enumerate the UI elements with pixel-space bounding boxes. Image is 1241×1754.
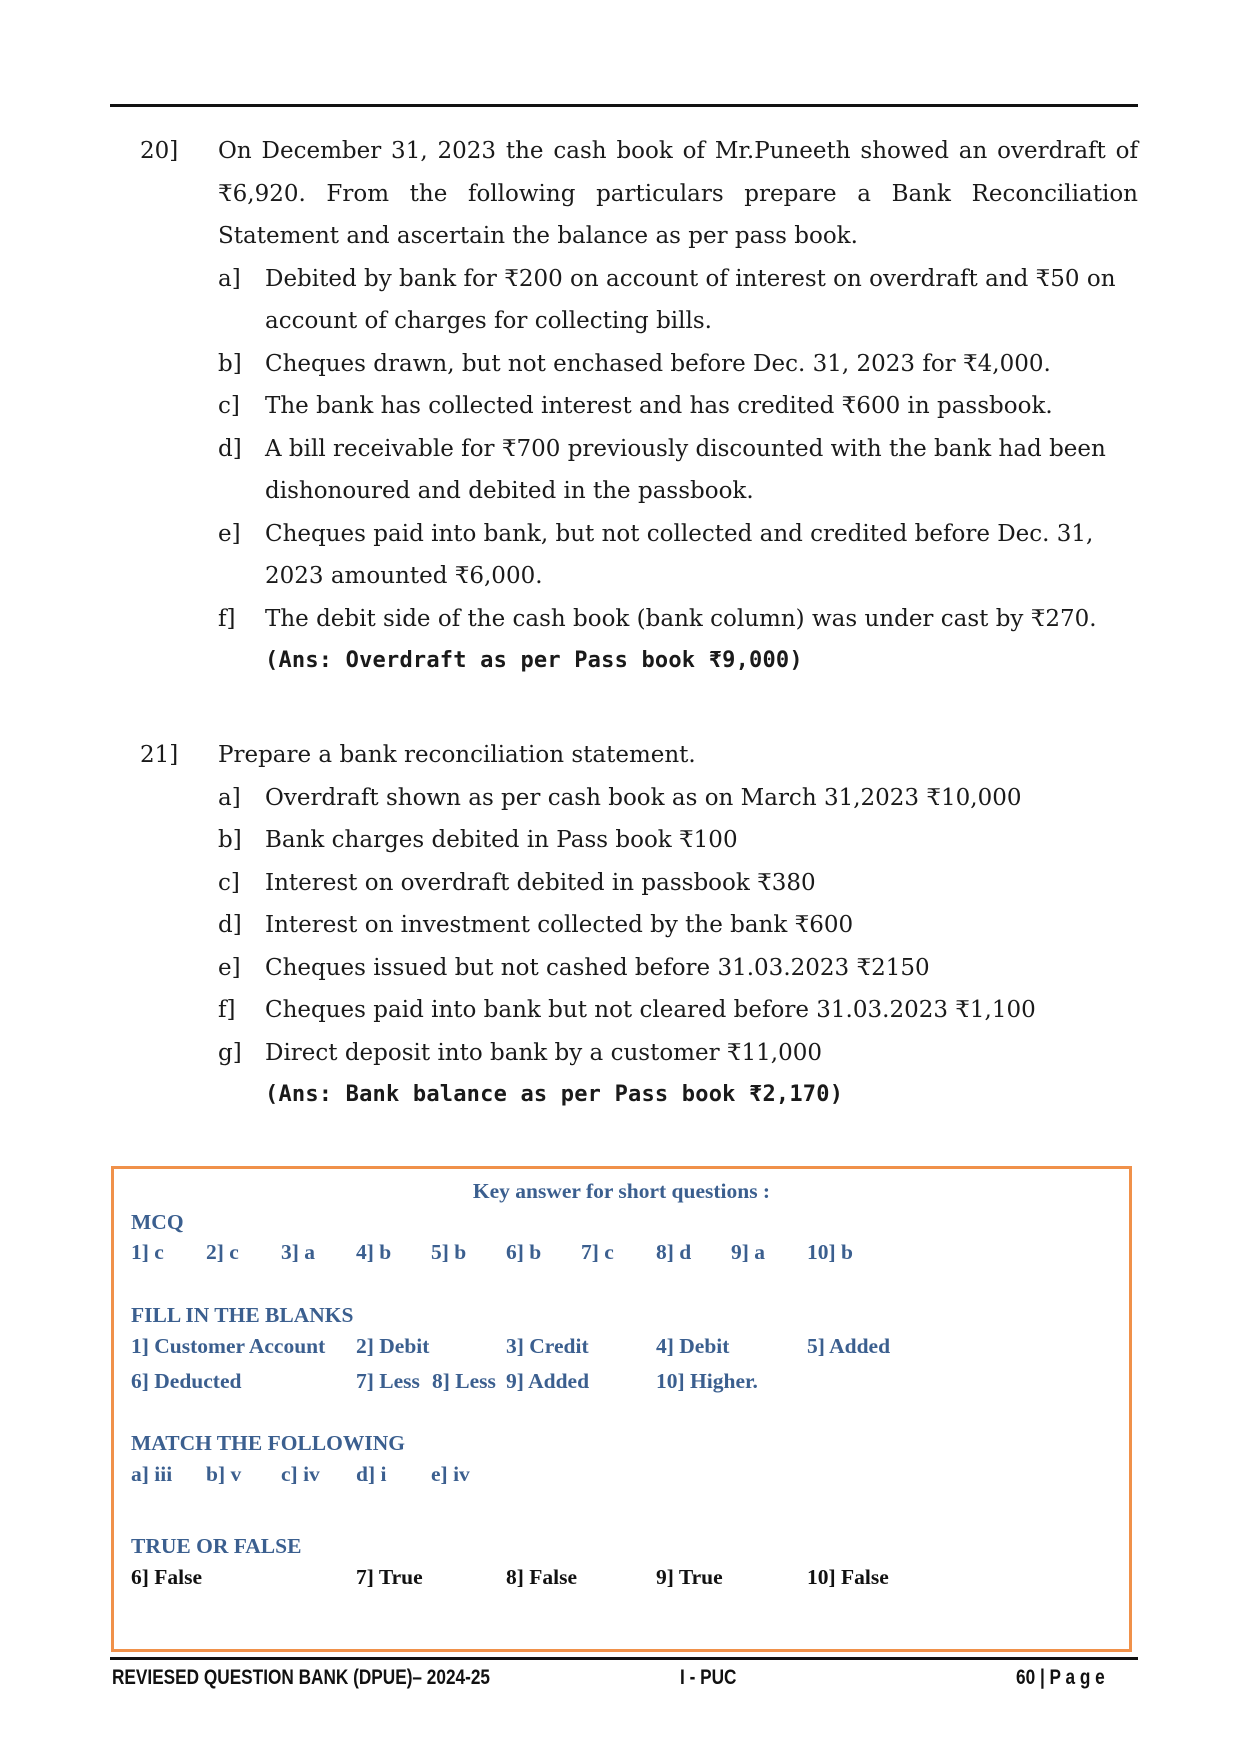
list-item: d] Interest on investment collected by the bank ₹600 [218,912,854,938]
list-item: f] Cheques paid into bank but not cleared before 31.03.2023 ₹1,100 [218,997,1036,1023]
fib-answer: 4] Debit [656,1334,730,1358]
tf-answer: 8] False [506,1565,578,1589]
list-item: g] Direct deposit into bank by a customer ₹11,000 [218,1039,822,1066]
mcq-heading: MCQ [131,1210,184,1234]
mcq-answer: 5] b [431,1240,467,1264]
mcq-answer: 6] b [506,1240,542,1264]
tf-answer: 9] True [656,1565,723,1589]
fib-answer: 5] Added [807,1334,891,1358]
answer-line: (Ans: Bank balance as per Pass book ₹2,170) [265,1082,844,1107]
match-answer: e] iv [431,1462,470,1486]
mcq-answer: 3] a [281,1240,316,1264]
question-number: 21] [140,742,179,768]
list-item: e] Cheques issued but not cashed before 31.03.2023 ₹2150 [218,954,930,981]
match-answer: b] v [206,1462,242,1486]
mcq-answer: 1] c [131,1240,164,1264]
header-rule [110,104,1138,107]
tf-heading: TRUE OR FALSE [131,1534,302,1558]
mcq-answer: 8] d [656,1240,692,1264]
fib-answer: 1] Customer Account [131,1334,326,1358]
tf-answer: 7] True [356,1565,423,1589]
footer-class: I - PUC [680,1666,737,1689]
list-item: c] The bank has collected interest and has credited ₹600 in passbook. [218,393,1053,419]
footer-title: REVIESED QUESTION BANK (DPUE)– 2024-25 [112,1666,490,1689]
key-answer-box [111,1166,1132,1652]
question-text: On December 31, 2023 the cash book of Mr.Puneeth showed an overdraft of ₹6,920. From the following particulars prepare a Bank Reconciliation Statement and ascertain the balance as per pass book. [218,138,1138,249]
tf-answer: 6] False [131,1565,203,1589]
footer-rule [110,1657,1138,1660]
list-item: d] A bill receivable for ₹700 previously discounted with the bank had been dishonoured and debited in the passbook. [218,435,1106,504]
match-answer: d] i [356,1462,387,1486]
question-text: Prepare a bank reconciliation statement. [218,742,696,768]
mcq-answer: 2] c [206,1240,239,1264]
fib-answer: 3] Credit [506,1334,589,1358]
match-answer: a] iii [131,1462,173,1486]
fib-answer: 10] Higher. [656,1369,758,1393]
page-number: 60 | P a g e [1016,1666,1105,1689]
list-item: a] Overdraft shown as per cash book as on March 31,2023 ₹10,000 [218,784,1022,811]
key-title: Key answer for short questions : [472,1179,771,1203]
tf-answer: 10] False [807,1565,889,1589]
match-heading: MATCH THE FOLLOWING [131,1431,405,1455]
mcq-answer: 9] a [731,1240,766,1264]
mcq-answer: 7] c [581,1240,614,1264]
fib-answer: 8] Less [432,1369,496,1393]
fib-answer: 2] Debit [356,1334,430,1358]
answer-line: (Ans: Overdraft as per Pass book ₹9,000) [265,648,803,673]
fib-answer: 6] Deducted [131,1369,242,1393]
list-item: c] Interest on overdraft debited in passbook ₹380 [218,869,816,896]
list-item: b] Cheques drawn, but not enchased before Dec. 31, 2023 for ₹4,000. [218,350,1051,377]
question-21 [140,734,1138,1117]
fib-answer: 9] Added [506,1369,590,1393]
mcq-answer: 4] b [356,1240,392,1264]
mcq-answer: 10] b [807,1240,853,1264]
list-item: b] Bank charges debited in Pass book ₹100 [218,827,738,853]
question-number: 20] [140,138,179,164]
fib-answer: 7] Less [356,1369,420,1393]
list-item: a] Debited by bank for ₹200 on account of interest on overdraft and ₹50 on account of charges for collecting bills. [218,265,1116,334]
question-20 [140,130,1138,683]
list-item: e] Cheques paid into bank, but not collected and credited before Dec. 31, 2023 amounted ₹6,000. [218,520,1094,589]
list-item: f] The debit side of the cash book (bank column) was under cast by ₹270. [218,605,1097,632]
match-answer: c] iv [281,1462,320,1486]
fib-heading: FILL IN THE BLANKS [131,1303,354,1327]
